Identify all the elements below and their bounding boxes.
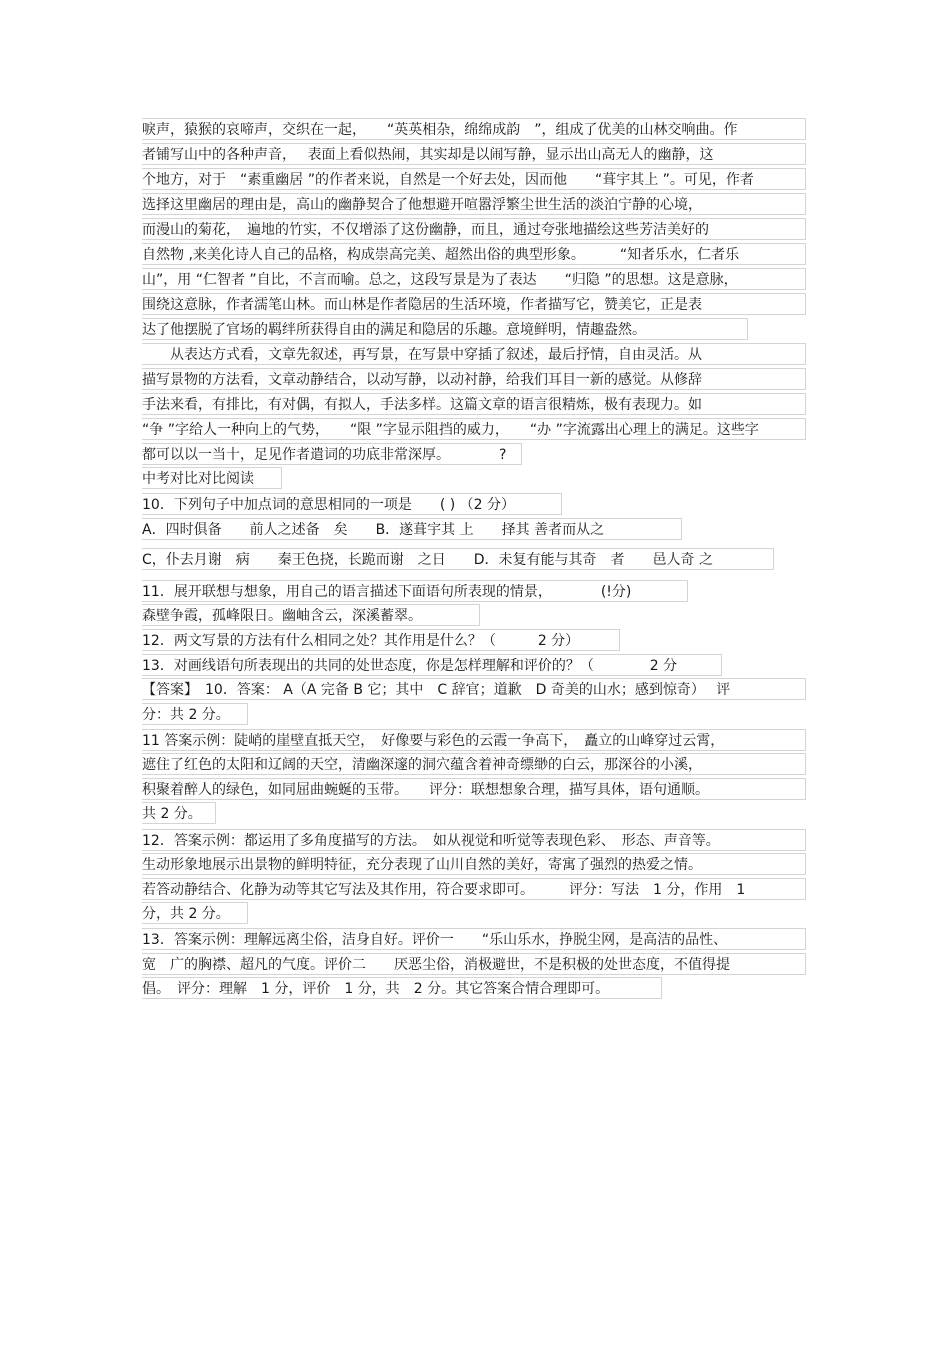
- text-line: 而漫山的菊花， 遍地的竹实，不仅增添了这份幽静，而且，通过夸张地描绘这些芳洁美好的: [142, 218, 806, 240]
- section-heading: 中考对比对比阅读: [142, 467, 282, 489]
- text-line: 都可以以一当十，足见作者遣词的功底非常深厚。 ?: [142, 443, 522, 465]
- answer-line: 11 答案示例：陡峭的崖壁直抵天空， 好像要与彩色的云霞一争高下， 矗立的山峰穿过云霄，: [142, 729, 806, 751]
- text-line: 手法来看，有排比，有对偶，有拟人，手法多样。这篇文章的语言很精炼，极有表现力。如: [142, 393, 806, 415]
- question-11: 11．展开联想与想象，用自己的语言描述下面语句所表现的情景， (!分): [142, 580, 688, 602]
- answer-line: 若答动静结合、化静为动等其它写法及其作用，符合要求即可。 评分：写法 1 分，作用 1: [142, 878, 806, 900]
- text-line: 从表达方式看，文章先叙述，再写景，在写景中穿插了叙述，最后抒情，自由灵活。从: [142, 343, 806, 365]
- text-line: 描写景物的方法看，文章动静结合，以动写静，以动衬静，给我们耳目一新的感觉。从修辞: [142, 368, 806, 390]
- answer-line: 13．答案示例：理解远离尘俗，洁身自好。评价一 “乐山乐水，挣脱尘网，是高洁的品性、: [142, 928, 806, 950]
- question-12: 12．两文写景的方法有什么相同之处？其作用是什么？（ 2 分）: [142, 629, 620, 651]
- text-line: 山”，用 “仁智者 ”自比，不言而喻。总之，这段写景是为了表达 “归隐 ”的思想。这是意脉，: [142, 268, 806, 290]
- text-line: 围绕这意脉，作者濡笔山林。而山林是作者隐居的生活环境，作者描写它，赞美它，正是表: [142, 293, 806, 315]
- question-13: 13．对画线语句所表现出的共同的处世态度，你是怎样理解和评价的？（ 2 分: [142, 654, 722, 676]
- answer-line: 共 2 分。: [142, 802, 216, 824]
- answer-line: 生动形象地展示出景物的鲜明特征，充分表现了山川自然的美好，寄寓了强烈的热爱之情。: [142, 853, 806, 875]
- answer-line: 倡。 评分：理解 1 分，评价 1 分，共 2 分。其它答案合情合理即可。: [142, 977, 662, 999]
- question-10-options-cd: C，仆去月谢 病 秦王色挠，长跪而谢 之日 D．未复有能与其奇 者 邑人奇 之: [142, 548, 774, 570]
- text-line: 个地方，对于 “素重幽居 ”的作者来说，自然是一个好去处，因而他 “葺宇其上 ”。可见，作者: [142, 168, 806, 190]
- text-line: 者铺写山中的各种声音， 表面上看似热闹，其实却是以闹写静，显示出山高无人的幽静，这: [142, 143, 806, 165]
- answer-line: 12．答案示例：都运用了多角度描写的方法。 如从视觉和听觉等表现色彩、 形态、声音等。: [142, 829, 806, 851]
- answer-line: 分，共 2 分。: [142, 902, 248, 924]
- question-10-options-ab: A．四时俱备 前人之述备 矣 B．遂葺宇其 上 择其 善者而从之: [142, 518, 682, 540]
- answer-line: 积聚着醉人的绿色，如同屈曲蜿蜒的玉带。 评分：联想想象合理，描写具体，语句通顺。: [142, 778, 806, 800]
- answer-line: 遮住了红色的太阳和辽阔的天空，清幽深邃的洞穴蕴含着神奇缥缈的白云，那深谷的小溪，: [142, 753, 806, 775]
- text-line: 达了他摆脱了官场的羁绊所获得自由的满足和隐居的乐趣。意境鲜明，情趣盎然。: [142, 318, 748, 340]
- answer-line: 【答案】 10．答案： A（A 完备 B 它；其中 C 辞官；道歉 D 奇美的山水；感到惊奇） 评: [142, 678, 806, 700]
- quote-line: 森壁争霞，孤峰限日。幽岫含云，深溪蓄翠。: [142, 604, 480, 626]
- answer-line: 分：共 2 分。: [142, 703, 248, 725]
- text-line: 唳声，猿猴的哀啼声，交织在一起， “英英相杂，绵绵成韵 ”，组成了优美的山林交响曲。作: [142, 118, 806, 140]
- text-line: 自然物 ,来美化诗人自己的品格，构成崇高完美、超然出俗的典型形象。 “知者乐水，仁者乐: [142, 243, 806, 265]
- text-line: “争 ”字给人一种向上的气势， “限 ”字显示阻挡的威力， “办 ”字流露出心理上的满足。这些字: [142, 418, 806, 440]
- answer-line: 宽 广的胸襟、超凡的气度。评价二 厌恶尘俗，消极避世，不是积极的处世态度，不值得提: [142, 953, 806, 975]
- question-10: 10．下列句子中加点词的意思相同的一项是 ( ) （2 分）: [142, 493, 562, 515]
- text-line: 选择这里幽居的理由是，高山的幽静契合了他想避开喧嚣浮繁尘世生活的淡泊宁静的心境，: [142, 193, 806, 215]
